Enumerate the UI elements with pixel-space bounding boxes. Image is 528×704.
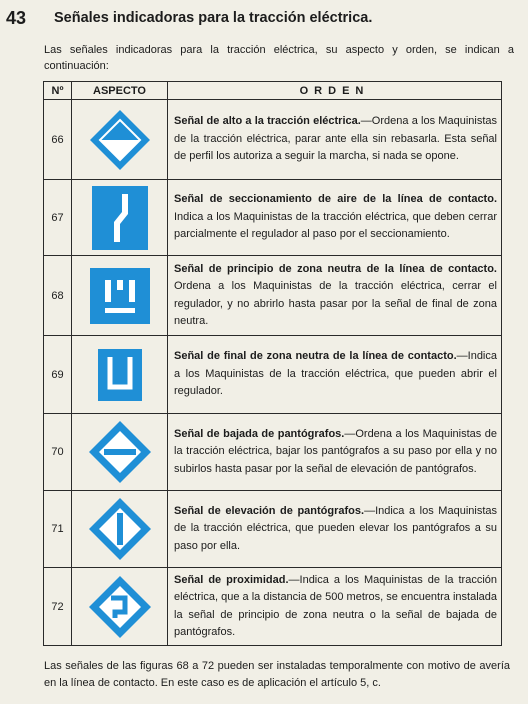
table-row	[44, 491, 502, 568]
signal-number: 72	[44, 568, 72, 646]
header-number: Nº	[44, 82, 72, 100]
signal-number: 67	[44, 180, 72, 256]
signal-description: —Indica a los Maquinistas de la tracción eléctrica, que pueden elevar los pantógrafos a su paso por ella.	[174, 504, 497, 552]
signal-title: Señal de elevación de pantógrafos.	[174, 504, 365, 517]
signal-aspect	[72, 100, 168, 180]
signal-description: Indica a los Maquinistas de la tracción eléctrica, que deben cerrar parcialmente el regulador al paso por el seccionamiento.	[174, 210, 497, 241]
signal-aspect	[72, 336, 168, 414]
signal-description: Ordena a los Maquinistas de la tracción eléctrica, cerrar el regulador, y no abrirlo hasta pasar por la señal de final de zona neutra.	[174, 280, 497, 327]
header-order: ORDEN	[168, 82, 502, 100]
signal-order	[168, 100, 502, 180]
signal-description: —Indica a los Maquinistas de la tracción eléctrica, que pueden abrir el regulador.	[174, 350, 497, 398]
page-number: 43	[6, 8, 27, 28]
table-row	[44, 180, 502, 256]
footer-note: Las señales de las figuras 68 a 72 pueden ser instaladas temporalmente con motivo de avería en la línea de contacto. En este caso es de aplicación el artículo 5, c.	[44, 660, 510, 689]
table-row	[44, 336, 502, 414]
signal-aspect	[72, 180, 168, 256]
signal-order	[168, 180, 502, 256]
signal-aspect	[72, 491, 168, 568]
signal-title: Señal de final de zona neutra de la línea de contacto.	[174, 350, 457, 363]
table-row	[44, 100, 502, 180]
signal-number: 69	[44, 336, 72, 414]
signal-title: Señal de seccionamiento de aire de la línea de contacto.	[174, 193, 497, 206]
signal-number: 68	[44, 256, 72, 336]
signal-order	[168, 491, 502, 568]
signal-aspect	[72, 414, 168, 491]
signal-number: 66	[44, 100, 72, 180]
signal-number: 70	[44, 414, 72, 491]
table-header-row	[44, 82, 502, 100]
u-shape-icon	[98, 349, 142, 401]
signal-description: —Ordena a los Maquinistas de la tracción eléctrica, parar ante ella sin rebasarla. Esta señal de perfil los autoriza a seguir la marcha, si nada se opone.	[174, 115, 497, 163]
signal-description: —Ordena a los Maquinistas de la tracción eléctrica, bajar los pantógrafos a su paso por ella y no subirlos hasta pasar por la señal de elevación de pantógrafos.	[174, 427, 497, 475]
signal-order	[168, 568, 502, 646]
signal-title: Señal de bajada de pantógrafos.	[174, 427, 345, 440]
diamond-horizontal-bar-icon	[87, 419, 153, 485]
header-aspect: ASPECTO	[72, 82, 168, 100]
intro-paragraph: Las señales indicadoras para la tracción eléctrica, su aspecto y orden, se indican a continuación:	[44, 44, 514, 72]
signal-title: Señal de principio de zona neutra de la línea de contacto.	[174, 262, 497, 275]
signal-order	[168, 336, 502, 414]
diamond-vertical-bar-icon	[87, 496, 153, 562]
table-row	[44, 414, 502, 491]
signal-aspect	[72, 568, 168, 646]
page-header	[6, 8, 522, 32]
signal-aspect	[72, 256, 168, 336]
signal-title: Señal de proximidad.	[174, 573, 289, 586]
diamond-s-shape-icon	[87, 574, 153, 640]
signal-order	[168, 414, 502, 491]
signal-title: Señal de alto a la tracción eléctrica.	[174, 115, 361, 128]
signal-order	[168, 256, 502, 336]
signal-description: —Indica a los Maquinistas de la tracción eléctrica, que a la distancia de 500 metros, se encuentra instalada la señal de principio de zona neutra o la señal de bajada de pantógrafos.	[174, 573, 497, 638]
section-title: Señales indicadoras para la tracción eléctrica.	[54, 10, 373, 26]
signals-table	[43, 81, 502, 646]
signal-number: 71	[44, 491, 72, 568]
table-row	[44, 256, 502, 336]
table-row	[44, 568, 502, 646]
offset-bars-icon	[92, 186, 148, 250]
open-u-with-bar-icon	[90, 268, 150, 324]
diamond-half-filled-icon	[88, 108, 152, 172]
